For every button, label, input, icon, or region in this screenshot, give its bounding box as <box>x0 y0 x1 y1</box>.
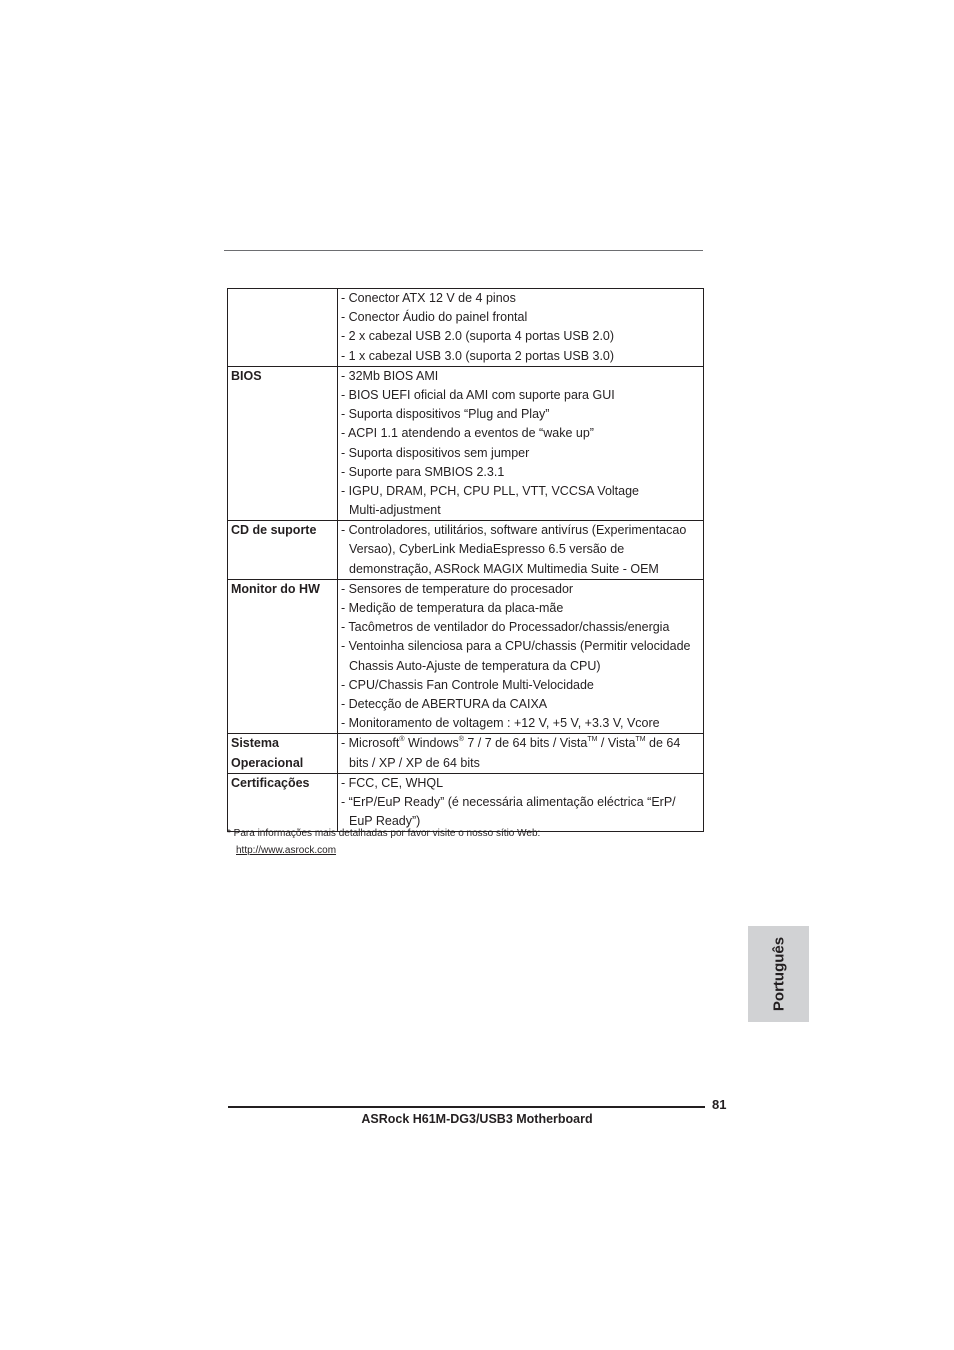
footer-title <box>0 1112 954 1126</box>
spec-values-cell <box>338 579 704 734</box>
os-superscript: ® <box>399 736 405 744</box>
os-text: 7 / 7 de 64 bits / Vista <box>463 736 588 751</box>
bottom-divider <box>228 1106 705 1108</box>
spec-value-line: - ACPI 1.1 atendendo a eventos de “wake up” <box>341 426 594 441</box>
spec-value-line: - Conector Áudio do painel frontal <box>341 310 528 325</box>
footer-title-text: ASRock H61M-DG3/USB3 Motherboard <box>361 1112 593 1126</box>
spec-label-cell <box>228 734 338 773</box>
spec-value-line: - 32Mb BIOS AMI <box>341 368 439 383</box>
spec-value-line: EuP Ready”) <box>349 814 421 829</box>
spec-value-line: demonstração, ASRock MAGIX Multimedia Suite - OEM <box>349 561 659 576</box>
spec-label-cell <box>228 521 338 580</box>
spec-value-line: - Sensores de temperature do procesador <box>341 581 574 596</box>
spec-label: CD de suporte <box>231 523 317 538</box>
spec-label: BIOS <box>231 368 262 383</box>
footnote <box>227 825 540 859</box>
spec-value-line: - BIOS UEFI oficial da AMI com suporte para GUI <box>341 387 615 402</box>
spec-value-line: - CPU/Chassis Fan Controle Multi-Velocidade <box>341 677 594 692</box>
spec-value-line: - Conector ATX 12 V de 4 pinos <box>341 291 516 305</box>
spec-label: Operacional <box>231 755 304 770</box>
spec-value-line: - Controladores, utilitários, software antivírus (Experimentacao <box>341 523 687 538</box>
language-tab-label: Português <box>770 936 787 1012</box>
spec-value-line: - Suporte para SMBIOS 2.3.1 <box>341 464 505 479</box>
spec-row <box>228 289 704 367</box>
spec-value-line: - Detecção de ABERTURA da CAIXA <box>341 696 548 711</box>
spec-label-cell <box>228 289 338 367</box>
spec-value-line: - IGPU, DRAM, PCH, CPU PLL, VTT, VCCSA Voltage <box>341 483 640 498</box>
spec-value-line: bits / XP / XP de 64 bits <box>349 755 480 770</box>
os-text: - Microsoft <box>341 736 400 751</box>
spec-row <box>228 579 704 734</box>
language-tab <box>748 926 809 1022</box>
spec-label-cell <box>228 366 338 521</box>
spec-label-cell <box>228 773 338 832</box>
spec-table <box>227 288 704 832</box>
os-superscript: ® <box>458 736 464 744</box>
spec-value-line: Multi-adjustment <box>349 503 441 518</box>
os-text: Windows <box>404 736 459 751</box>
spec-value-line: - FCC, CE, WHQL <box>341 775 444 790</box>
spec-value-line: Versao), CyberLink MediaEspresso 6.5 versão de <box>349 542 625 557</box>
spec-values-cell <box>338 521 704 580</box>
spec-value-line: - Medição de temperatura da placa-mãe <box>341 601 564 615</box>
spec-value-line: - 1 x cabezal USB 3.0 (suporta 2 portas USB 3.0) <box>341 348 615 363</box>
footnote-text: * Para informações mais detalhadas por favor visite o nosso sítio Web: <box>227 828 541 839</box>
spec-label: Monitor do HW <box>231 581 320 596</box>
spec-label: Certificações <box>231 775 310 790</box>
spec-value-line: - Tacômetros de ventilador do Processador/chassis/energia <box>341 620 670 635</box>
spec-row <box>228 366 704 521</box>
spec-row <box>228 734 704 773</box>
spec-label: Sistema <box>231 736 279 751</box>
spec-values-cell <box>338 289 704 367</box>
spec-values-cell <box>338 734 704 773</box>
spec-label-cell <box>228 579 338 734</box>
page-number: 81 <box>712 1097 727 1112</box>
os-superscript: TM <box>587 736 598 744</box>
spec-values-cell <box>338 366 704 521</box>
spec-value-line <box>341 734 703 753</box>
spec-value-line: Chassis Auto-Ajuste de temperatura da CPU) <box>349 658 601 673</box>
spec-value-line: - 2 x cabezal USB 2.0 (suporta 4 portas USB 2.0) <box>341 329 615 344</box>
spec-values-cell <box>338 773 704 832</box>
asrock-website-link[interactable]: http://www.asrock.com <box>236 845 337 856</box>
top-divider <box>224 250 703 251</box>
os-text: / Vista <box>597 736 636 751</box>
os-superscript: TM <box>635 736 646 744</box>
os-text: de 64 <box>645 736 681 751</box>
spec-row <box>228 773 704 832</box>
spec-value-line: - Suporta dispositivos sem jumper <box>341 445 530 460</box>
spec-row <box>228 521 704 580</box>
spec-value-line: - “ErP/EuP Ready” (é necessária alimentação eléctrica “ErP/ <box>341 794 676 809</box>
spec-value-line: - Suporta dispositivos “Plug and Play” <box>341 407 550 422</box>
spec-value-line: - Monitoramento de voltagem : +12 V, +5 V, +3.3 V, Vcore <box>341 716 660 731</box>
spec-value-line: - Ventoinha silenciosa para a CPU/chassis (Permitir velocidade <box>341 639 691 654</box>
